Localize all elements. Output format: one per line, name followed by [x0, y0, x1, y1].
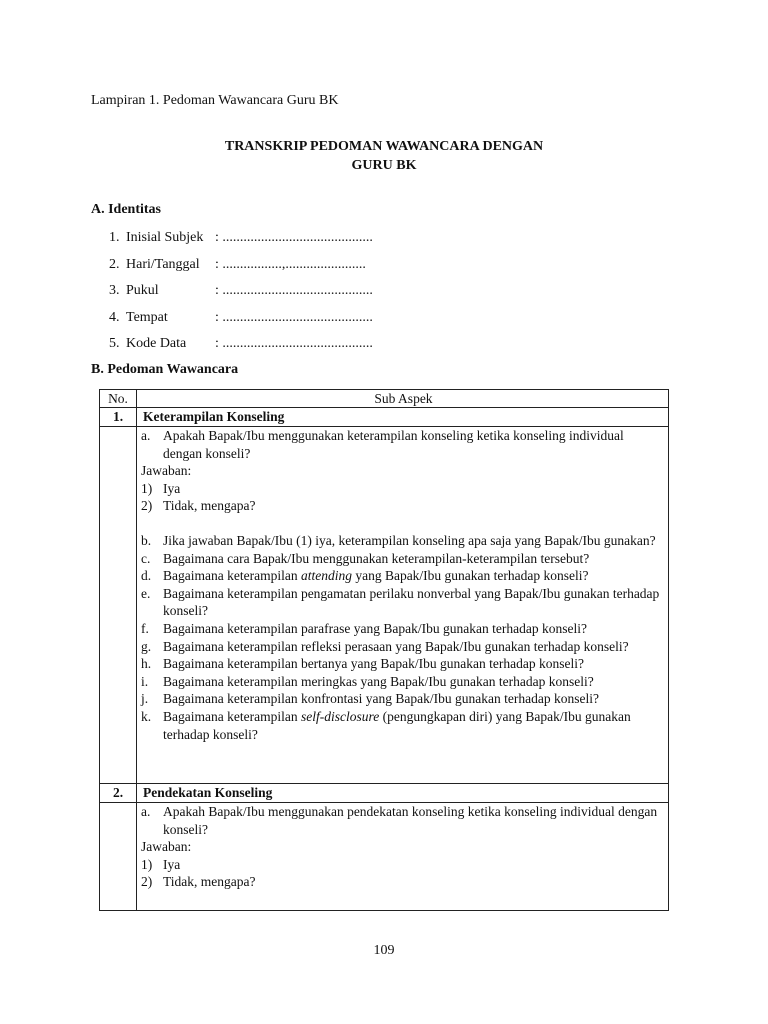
question-item	[141, 708, 665, 743]
question-marker: k.	[141, 708, 152, 724]
question-term: self-disclosure	[300, 708, 380, 724]
header-no: No.	[108, 391, 128, 406]
identity-value-line: : ...........................................	[215, 230, 373, 245]
question-marker: e.	[141, 585, 151, 601]
document-title-line-2: GURU BK	[351, 158, 417, 173]
identity-number: 4.	[109, 310, 120, 325]
question-item	[141, 638, 665, 656]
column-divider	[136, 390, 137, 910]
question-marker: c.	[141, 550, 151, 566]
question-text: Apakah Bapak/Ibu menggunakan pendekatan konseling ketika konseling individual dengan konseli?	[163, 804, 658, 837]
question-item	[141, 673, 665, 691]
question-marker: g.	[141, 638, 152, 654]
question-item	[141, 690, 665, 708]
answer-option	[141, 873, 665, 891]
question-text: Apakah Bapak/Ibu menggunakan keterampilan konseling ketika konseling individual dengan konseli?	[163, 428, 624, 461]
identity-value-line: : ...........................................	[215, 310, 373, 325]
identity-number: 3.	[109, 283, 120, 298]
question-marker: j.	[141, 691, 149, 707]
question-marker: b.	[141, 532, 152, 548]
question-term: attending	[300, 568, 352, 584]
question-text-end: yang Bapak/Ibu gunakan terhadap konseli?	[351, 568, 589, 584]
answer-label: Jawaban:	[141, 839, 192, 855]
option-marker: 1)	[141, 856, 153, 872]
option-text: Iya	[163, 480, 181, 496]
identity-number: 5.	[109, 336, 120, 351]
question-text: Bagaimana cara Bapak/Ibu menggunakan keterampilan-keterampilan tersebut?	[163, 550, 590, 566]
question-text: Bagaimana keterampilan bertanya yang Bapak/Ibu gunakan terhadap konseli?	[163, 656, 584, 672]
question-marker: a.	[141, 804, 151, 819]
identity-label: Kode Data	[126, 336, 187, 351]
identity-label: Hari/Tanggal	[126, 257, 200, 272]
question-item	[141, 532, 665, 550]
question-text: Bagaimana keterampilan pengamatan perilaku nonverbal yang Bapak/Ibu gunakan terhadap konseli?	[163, 585, 660, 619]
answer-option	[141, 497, 665, 515]
answer-label: Jawaban:	[141, 463, 192, 479]
question-text-end: (pengungkapan diri) yang Bapak/Ibu gunakan terhadap konseli?	[163, 708, 631, 742]
option-text: Tidak, mengapa?	[163, 498, 256, 514]
interview-guide-table	[99, 389, 669, 911]
question-marker: a.	[141, 428, 151, 443]
question-marker: h.	[141, 656, 152, 672]
answer-option	[141, 856, 665, 874]
option-text: Iya	[163, 856, 181, 872]
section-b-heading: B. Pedoman Wawancara	[91, 362, 239, 377]
spacer	[141, 515, 665, 532]
identity-value-line: : .................,.......................	[215, 257, 366, 272]
row-2-number: 2.	[112, 785, 124, 800]
question-text: Bagaimana keterampilan parafrase yang Bapak/Ibu gunakan terhadap konseli?	[163, 620, 587, 636]
question-text: Bagaimana keterampilan konfrontasi yang Bapak/Ibu gunakan terhadap konseli?	[163, 691, 599, 707]
question-item	[141, 427, 665, 462]
question-text-start: Bagaimana keterampilan	[163, 708, 301, 724]
identity-label: Tempat	[126, 310, 168, 325]
option-text: Tidak, mengapa?	[163, 874, 256, 890]
question-marker: i.	[141, 673, 149, 689]
question-marker: d.	[141, 568, 152, 584]
option-marker: 2)	[141, 874, 153, 890]
identity-value-line: : ...........................................	[215, 283, 373, 298]
pendekatan-questions	[141, 803, 665, 891]
question-item	[141, 585, 665, 620]
question-text-start: Bagaimana keterampilan	[163, 568, 301, 584]
question-text: Bagaimana keterampilan refleksi perasaan yang Bapak/Ibu gunakan terhadap konseli?	[163, 638, 629, 654]
row-1-number: 1.	[112, 409, 124, 424]
question-text: Bagaimana keterampilan meringkas yang Bapak/Ibu gunakan terhadap konseli?	[163, 673, 594, 689]
question-text: Jika jawaban Bapak/Ibu (1) iya, keterampilan konseling apa saja yang Bapak/Ibu gunakan?	[163, 532, 656, 548]
option-marker: 1)	[141, 480, 153, 496]
header-sub-aspek: Sub Aspek	[374, 391, 433, 406]
question-item	[141, 567, 665, 585]
identity-label: Pukul	[126, 283, 159, 298]
identity-value-line: : ...........................................	[215, 336, 373, 351]
appendix-label: Lampiran 1. Pedoman Wawancara Guru BK	[91, 93, 339, 108]
page-number: 109	[373, 943, 395, 958]
keterampilan-questions	[141, 427, 665, 743]
row-1-title: Keterampilan Konseling	[143, 409, 285, 424]
row-2-title: Pendekatan Konseling	[143, 785, 273, 800]
document-title-line-1: TRANSKRIP PEDOMAN WAWANCARA DENGAN	[224, 139, 544, 154]
question-marker: f.	[141, 620, 149, 636]
question-item	[141, 550, 665, 568]
question-item	[141, 655, 665, 673]
option-marker: 2)	[141, 498, 153, 514]
section-a-heading: A. Identitas	[91, 202, 162, 217]
question-item	[141, 803, 665, 838]
identity-label: Inisial Subjek	[126, 230, 204, 245]
identity-number: 1.	[109, 230, 120, 245]
answer-option	[141, 480, 665, 498]
question-item	[141, 620, 665, 638]
identity-number: 2.	[109, 257, 120, 272]
